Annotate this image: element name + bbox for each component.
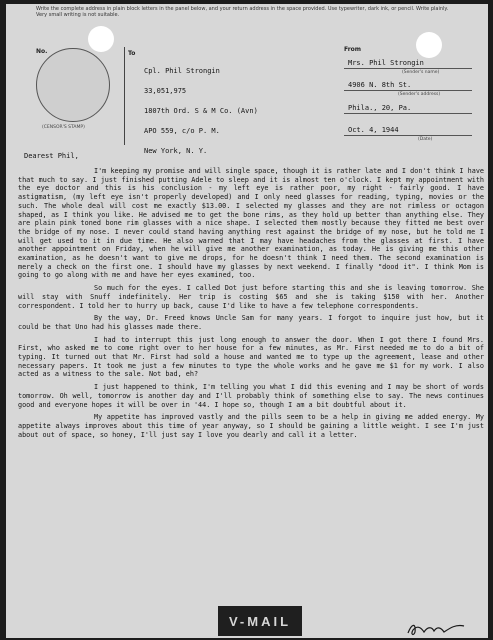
sender-street-line: [344, 90, 472, 91]
form-instructions: Write the complete address in plain block letters in the panel below, and your return address in the space provided. Use typewriter, dark ink, or pencil. Write plainly. Very small writing is not suitable.: [36, 6, 449, 18]
from-label: From: [344, 46, 362, 53]
sender-address-caption: (Sender's address): [398, 92, 441, 97]
recipient-apo: APO 559, c/o P. M.: [144, 127, 220, 135]
recipient-serial: 33,051,975: [144, 87, 187, 95]
number-label: No.: [36, 48, 48, 55]
paragraph-news: I just happened to think, I'm telling you what I did this evening and I may be short of words tomorrow. Oh well, tomorrow is another day and I'll probably think of something else to say. The news continues good and everyone hopes it will be over in '44. I hope so, though I am a bit doubtful about it.: [18, 383, 484, 409]
vmail-stamp: V-MAIL: [218, 606, 302, 636]
recipient-name: Cpl. Phil Strongin: [144, 67, 220, 75]
paragraph-dot: So much for the eyes. I called Dot just before starting this and she is leaving tomorrow. She will stay with Snuff indefinitely. Her trip is costing $65 and she is taking $150 with her. Another correspondent. I told her to hurry up back, cause I'd like to have a few telephone correspondents.: [18, 284, 484, 310]
paragraph-eyes: I'm keeping my promise and will single space, though it is rather late and I don't think I have that much to say. I just finished putting Adele to sleep and it is almost ten o'clock. I kept my appointment with the eye doctor and this is his conclusion - my left eye is rather poor, my right - fairly good. I have astigmatism, (my left eye isn't properly developed) and I only need glasses for reading, typing, movies or the such. The whole deal will cost me exactly $13.00. I selected my glasses and they are not rimless or octagon shaped, as I think you like. He advised me to get the bone rims, as they hold up better than anything else. They are plain pink toned bone rim glasses with a nice shape. I selected them mostly because they fitted me best over the bridge of my nose. I never could stand having anything rest against the bridge of my nose, but he told me I will get used to it in due time. He also warned that I may have headaches from the glasses at first. I have another appointment on Friday, when he will give me another examination, as today. He is giving me this other examination, as he doesn't want to give me drops, for he doesn't think I need them. The second examination is merely a check on the first one. I should have my glasses by next weekend. I finally "dood it". I think Mom is going to go along with me and have her eyes examined, too.: [18, 167, 484, 280]
handwritten-signature: [406, 620, 468, 638]
sender-name: Mrs. Phil Strongin: [348, 59, 424, 67]
sender-name-caption: (Sender's name): [402, 70, 440, 75]
vmail-sheet: [6, 4, 488, 638]
sender-street: 4906 N. 8th St.: [348, 81, 412, 89]
date-line: [344, 135, 472, 136]
censor-stamp-caption: (CENSOR'S STAMP): [42, 125, 85, 130]
sender-city: Phila., 20, Pa.: [348, 104, 412, 112]
recipient-unit: 1807th Ord. S & M Co. (Avn): [144, 107, 258, 115]
recipient-address: [144, 56, 258, 166]
letter-date: Oct. 4, 1944: [348, 126, 399, 134]
punch-hole-right: [416, 32, 442, 58]
paragraph-typing: I had to interrupt this just long enough to answer the door. When I got there I found Mrs. First, who asked me to come right over to her house for a few minutes, as Mr. First needed me to do a bit of typing. It turned out that Mr. First had sold a house and wanted me to type up the agreement, lease and other necessary papers. It took me just a few minutes to type the whole works and he gave me $1 for my work. I also acted as a witness to the sale. Not bad, eh?: [18, 335, 484, 379]
letter-body: [18, 167, 484, 443]
sender-name-line: [344, 68, 472, 69]
date-caption: (Date): [418, 137, 433, 142]
paragraph-appetite: My appetite has improved vastly and the pills seem to be a help in giving me added energy. My appetite always improves about this time of year anyway, so I should be gaining a little weight. I see I'm just about out of space, so honey, I'll just say I love you dearly and call it a letter.: [18, 413, 484, 439]
salutation: Dearest Phil,: [24, 152, 79, 160]
paragraph-dr-freed: By the way, Dr. Freed knows Uncle Sam for many years. I forgot to inquire just how, but it could be that Uno had his glasses made there.: [18, 314, 484, 331]
punch-hole-left: [88, 26, 114, 52]
to-label: To: [128, 50, 136, 57]
censor-stamp-circle: [36, 48, 110, 122]
recipient-city: New York, N. Y.: [144, 147, 208, 155]
sender-city-line: [344, 113, 472, 114]
